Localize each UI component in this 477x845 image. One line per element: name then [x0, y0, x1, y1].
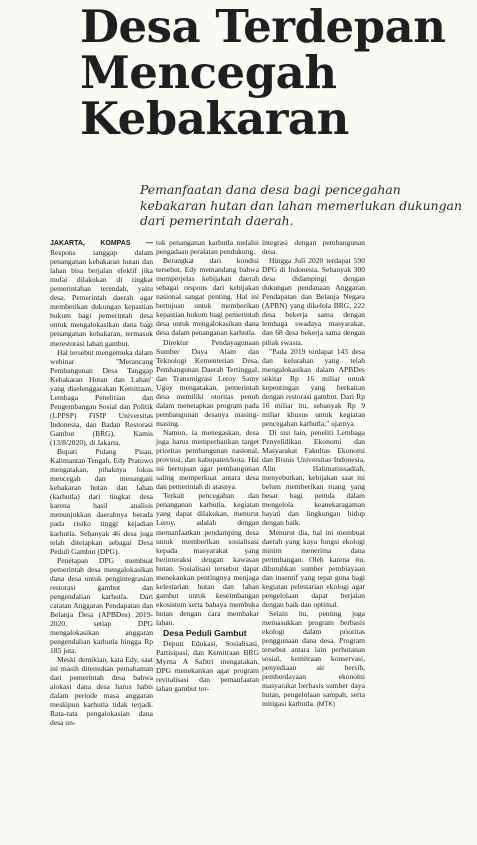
- paragraph: [50, 238, 153, 348]
- paragraph: Hingga Juli 2020 terdapat 590 DPG di Indonesia. Sebanyak 300 desa didampingi dengan dukungan pendanaan Anggaran Pendapatan dan Belanja Negara (APBN) yang dikelola BRG, 222 desa bekerja sama dengan lembaga swadaya masyarakat, dan 68 desa bekerja sama dengan pihak swasta.: [262, 256, 365, 347]
- paragraph: "Pada 2019 terdapat 143 desa dan kelurahan yang telah mengalokasikan dalam APBDes sekitar Rp 16 miliar untuk kepentingan yang berkaitan dengan restorasi gambut. Dari Rp 16 miliar itu, sebanyak Rp 9 miliar khusus untuk kegiatan pencegahan karhutla," ujarnya.: [262, 346, 365, 428]
- author-initials: (MTK): [316, 701, 336, 709]
- paragraph: Meski demikian, kata Edy, saat ini masih ditemukan pemahaman dari pemerintah desa bahwa alokasi dana desa harus habis dalam periode masa anggaran meskipun karhutla tidak terjadi. Rata-rata pengalokasian dana desa un-: [50, 655, 153, 728]
- paragraph: Terkait pencegahan dan penanganan karhutla, kegiatan yang dapat dilakukan, menurut Leroy, adalah dengan memanfaatkan pendamping desa untuk memberikan sosialisasi kepada masyarakat yang berinteraksi dengan kawasan hutan. Sosialisasi tersebut dapat menekankan pentingnya menjaga kelestarian hutan dan lahan gambut untuk keseimbangan ekosistem serta bahaya membuka hutan dengan cara membakar lahan.: [156, 491, 259, 627]
- column-2: [156, 238, 259, 693]
- paragraph: tuk penanganan karhutla melalui pengadaan peralatan pendukung.: [156, 238, 259, 257]
- paragraph: Menurut dia, hal ini membuat daerah yang kaya fungsi ekologi minim menerima dana perimbangan. Oleh karena itu, dibutuhkan sumber pembiayaan dan insentif yang tepat guna bagi kegiatan pelestarian ekologi agar pengelolaan dapat berjalan dengan baik dan optimal.: [262, 527, 365, 609]
- paragraph: Hal tersebut mengemuka dalam webinar "Merancang Pembangunan Desa Tanggap Kebakaran Hutan dan Lahan" yang diselenggarakan Kemitraan, Lembaga Penelitian dan Pengembangan Sosial dan Politik (LPPSP) FISIP Universitas Indonesia, dan Badan Restorasi Gambut (BRG), Kamis (13/8/2020), di Jakarta.: [50, 347, 153, 448]
- headline: [80, 0, 470, 145]
- dateline: JAKARTA, KOMPAS —: [50, 240, 153, 247]
- headline-line-1: Desa Terdepan: [80, 0, 446, 53]
- paragraph: [262, 609, 365, 710]
- headline-line-3: Kebakaran: [80, 92, 349, 145]
- paragraph-text: Selain itu, penting juga memasukkan program berbasis ekologi dalam prioritas penggunaan dana desa. Program tersebut antara lain perhutanan sosial, kemitraan konservasi, penyediaan air bersih, pemberdayaan ekonomi masyarakat berbasis sumber daya hutan, pengelolaan sampah, serta mitigasi karhutla.: [262, 608, 365, 709]
- paragraph: Penetapan DPG membuat pemerintah desa mengalokasikan dana desa untuk pengintegrasian restorasi gambut dan pengendalian karhutla. Dari catatan Anggaran Pendapatan dan Belanja Desa (APBDes) 2019-2020, setiap DPG mengalokasikan anggaran pengendalian karhutla hingga Rp 185 juta.: [50, 555, 153, 656]
- paragraph: Berangkat dari kondisi tersebut, Edy memandang bahwa memperjelas kebijakan daerah sebagai respons dari kebijakan nasional sangat penting. Hal ini bertujuan untuk memberikan kepastian hukum bagi pemerintah desa untuk mengalokasikan dana desa dalam penanganan karhutla.: [156, 256, 259, 338]
- subtitle: Pemanfaatan dana desa bagi pencegahan kebakaran hutan dan lahan memerlukan dukungan dari pemerintah daerah.: [140, 182, 462, 228]
- paragraph: Deputi Edukasi, Sosialisasi, Partisipasi, dan Kemitraan BRG Myrna A Safitri mengatakan, DPG menekankan agar program revitalisasi dan pemanfaatan lahan gambut ter-: [156, 639, 259, 694]
- article-body: [50, 238, 472, 842]
- column-3: [262, 238, 365, 709]
- paragraph: Di sisi lain, peneliti Lembaga Penyelidikan Ekonomi dan Masyarakat Fakultas Ekonomi dan Bisnis Universitas Indonesia, Alin Halimatussadiah, menyebutkan, kebijakan saat ini belum memberikan ruang yang besar bagi pemda dalam mengelola keanekaragaman hayati dan lingkungan hidup dengan baik.: [262, 427, 365, 528]
- subheading: Desa Peduli Gambut: [163, 628, 247, 639]
- column-1: [50, 238, 153, 728]
- paragraph-text: Respons tanggap dalam penanganan kebakaran hutan dan lahan bisa berjalan efektif jika mulai dilakukan di tingkat pemerintahan terendah, yaitu desa. Pemerintah daerah agar memberikan dukungan kepastian hukum bagi pemerintah desa untuk mengalokasikan dana bagi penanganan kebakaran, termasuk merestorasi lahan gambut.: [50, 248, 153, 348]
- paragraph: Direktur Pendayagunaan Sumber Daya Alam dan Teknologi Kementerian Desa, Pembangunan Daerah Tertinggal, dan Transmigrasi Leroy Samy Uguy mengatakan, pemerintah desa memiliki otoritas penuh dalam menetapkan program pada pembangunan desanya masing-masing.: [156, 337, 259, 428]
- paragraph: integrasi dengan pembangunan desa.: [262, 238, 365, 257]
- paragraph: Bupati Pulang Pisau, Kalimantan Tengah, Edy Pratowo mengatakan, pihaknya fokus mencegah dan menangani kebakaran hutan dan lahan (karhutla) dari tingkat desa karena hasil analisis menunjukkan daerahnya berada pada risiko tinggi kejadian karhutla. Sebanyak 46 desa juga telah ditetapkan sebagai Desa Peduli Gambut (DPG).: [50, 447, 153, 556]
- headline-line-2: Mencegah: [80, 46, 337, 99]
- paragraph: Namun, ia menegaskan, desa juga harus memperhatikan target prioritas pembangunan nasional, provinsi, dan kabupaten/kota. Hal ini bertujuan agar pembangunan saling memperkuat antara desa dan pemerintah di atasnya.: [156, 427, 259, 492]
